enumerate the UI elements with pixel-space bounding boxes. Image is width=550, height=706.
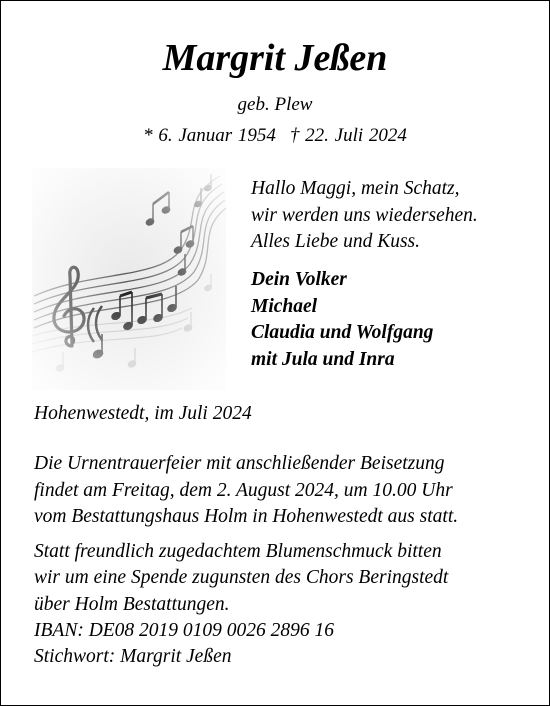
- mourners-list: [251, 267, 541, 373]
- personal-message: [251, 176, 541, 256]
- birth-date: * 6. Januar 1954: [143, 125, 276, 146]
- mourner-name: Dein Volker: [251, 269, 347, 290]
- birth-name: geb. Plew: [237, 94, 313, 115]
- ceremony-line: vom Bestattungshaus Holm in Hohenwestedt aus statt.: [34, 506, 459, 527]
- donation-line: über Holm Bestattungen.: [34, 593, 230, 615]
- message-line: wir werden uns wiedersehen.: [251, 204, 478, 226]
- ceremony-info: [34, 451, 539, 531]
- donation-line: wir um eine Spende zugunsten des Chors Beringstedt: [34, 567, 449, 589]
- death-date: † 22. Juli 2024: [289, 125, 407, 146]
- iban: IBAN: DE08 2019 0109 0026 2896 16: [34, 619, 335, 641]
- life-dates: [1, 124, 549, 148]
- mourner-name: mit Jula und Inra: [251, 348, 395, 370]
- ceremony-line: Die Urnentrauerfeier mit anschließender Beisetzung: [34, 453, 445, 474]
- donation-keyword: Stichwort: Margrit Jeßen: [34, 646, 232, 668]
- music-staff-notes-icon: [32, 168, 226, 390]
- message-line: Hallo Maggi, mein Schatz,: [251, 178, 460, 199]
- donation-line: Statt freundlich zugedachtem Blumenschmuck bitten: [34, 541, 442, 562]
- message-line: Alles Liebe und Kuss.: [251, 231, 420, 252]
- donation-info: [34, 539, 539, 670]
- mourner-name: Claudia und Wolfgang: [251, 322, 434, 343]
- ceremony-line: findet am Freitag, dem 2. August 2024, um 10.00 Uhr: [34, 479, 453, 501]
- deceased-name: Margrit Jeßen: [162, 37, 388, 79]
- place-and-date: Hohenwestedt, im Juli 2024: [34, 403, 252, 424]
- mourner-name: Michael: [251, 295, 318, 317]
